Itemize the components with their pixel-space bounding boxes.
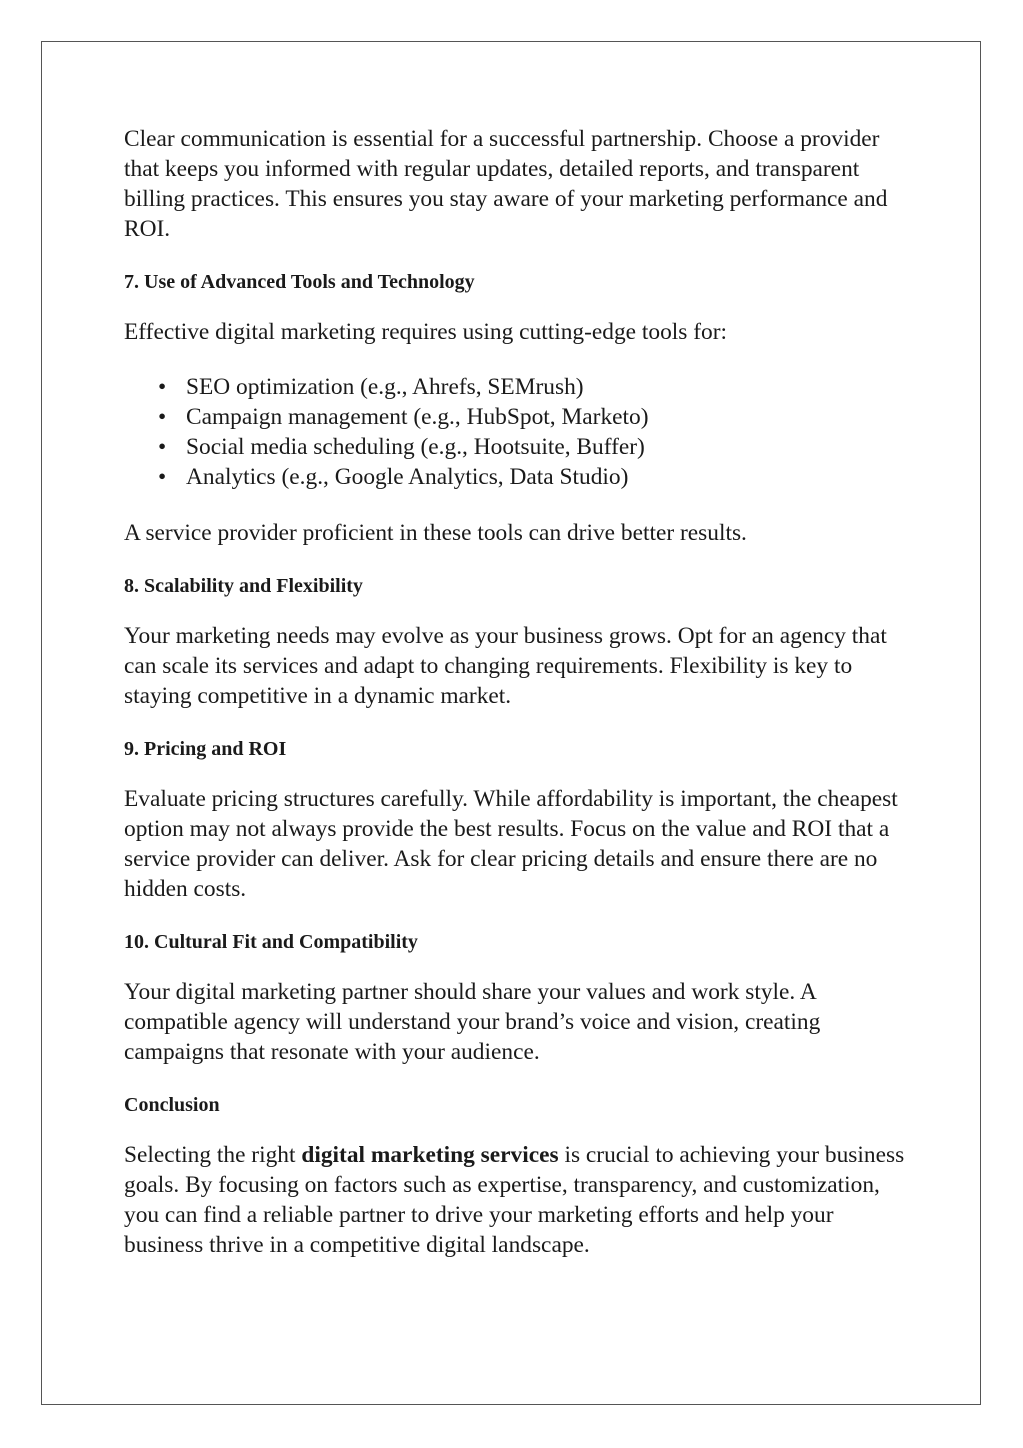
list-item-text: Analytics (e.g., Google Analytics, Data Studio) — [186, 464, 629, 490]
section-10-heading: 10. Cultural Fit and Compatibility — [124, 931, 418, 953]
conclusion-bold-link-text: digital marketing services — [301, 1142, 559, 1168]
list-item-text: Social media scheduling (e.g., Hootsuite, Buffer) — [186, 434, 645, 460]
conclusion-text-after: is crucial to achieving your business goals. By focusing on factors such as expertise, transparency, and customization, you can find a reliable partner to drive your marketing efforts and help your business thrive in a competitive digital landscape. — [124, 1142, 905, 1258]
list-item — [124, 432, 914, 462]
intro-paragraph: Clear communication is essential for a successful partnership. Choose a provider that keeps you informed with regular updates, detailed reports, and transparent billing practices. This ensures you stay aware of your marketing performance and ROI. — [124, 126, 888, 242]
section-8-heading: 8. Scalability and Flexibility — [124, 575, 363, 597]
section-10-paragraph: Your digital marketing partner should share your values and work style. A compatible agency will understand your brand’s voice and vision, creating campaigns that resonate with your audience. — [124, 979, 821, 1065]
section-7-lead: Effective digital marketing requires using cutting-edge tools for: — [124, 319, 728, 345]
section-9-paragraph: Evaluate pricing structures carefully. While affordability is important, the cheapest option may not always provide the best results. Focus on the value and ROI that a service provider can deliver. Ask for clear pricing details and ensure there are no hidden costs. — [124, 786, 898, 902]
conclusion-text-before: Selecting the right — [124, 1142, 302, 1168]
conclusion-paragraph — [124, 1140, 914, 1260]
section-7-heading: 7. Use of Advanced Tools and Technology — [124, 271, 475, 293]
list-item-text: SEO optimization (e.g., Ahrefs, SEMrush) — [186, 374, 584, 400]
section-8-paragraph: Your marketing needs may evolve as your business grows. Opt for an agency that can scale its services and adapt to changing requirements. Flexibility is key to staying competitive in a dynamic market. — [124, 623, 887, 709]
section-9-heading: 9. Pricing and ROI — [124, 738, 287, 760]
section-7-closing: A service provider proficient in these tools can drive better results. — [124, 520, 747, 546]
bullet-icon: • — [158, 464, 167, 490]
document-body — [124, 124, 914, 1260]
list-item — [124, 462, 914, 492]
list-item-text: Campaign management (e.g., HubSpot, Marketo) — [186, 404, 649, 430]
bullet-icon: • — [158, 404, 167, 430]
list-item — [124, 402, 914, 432]
bullet-icon: • — [158, 374, 167, 400]
tools-list — [124, 372, 914, 492]
list-item — [124, 372, 914, 402]
bullet-icon: • — [158, 434, 167, 460]
conclusion-heading: Conclusion — [124, 1094, 220, 1116]
